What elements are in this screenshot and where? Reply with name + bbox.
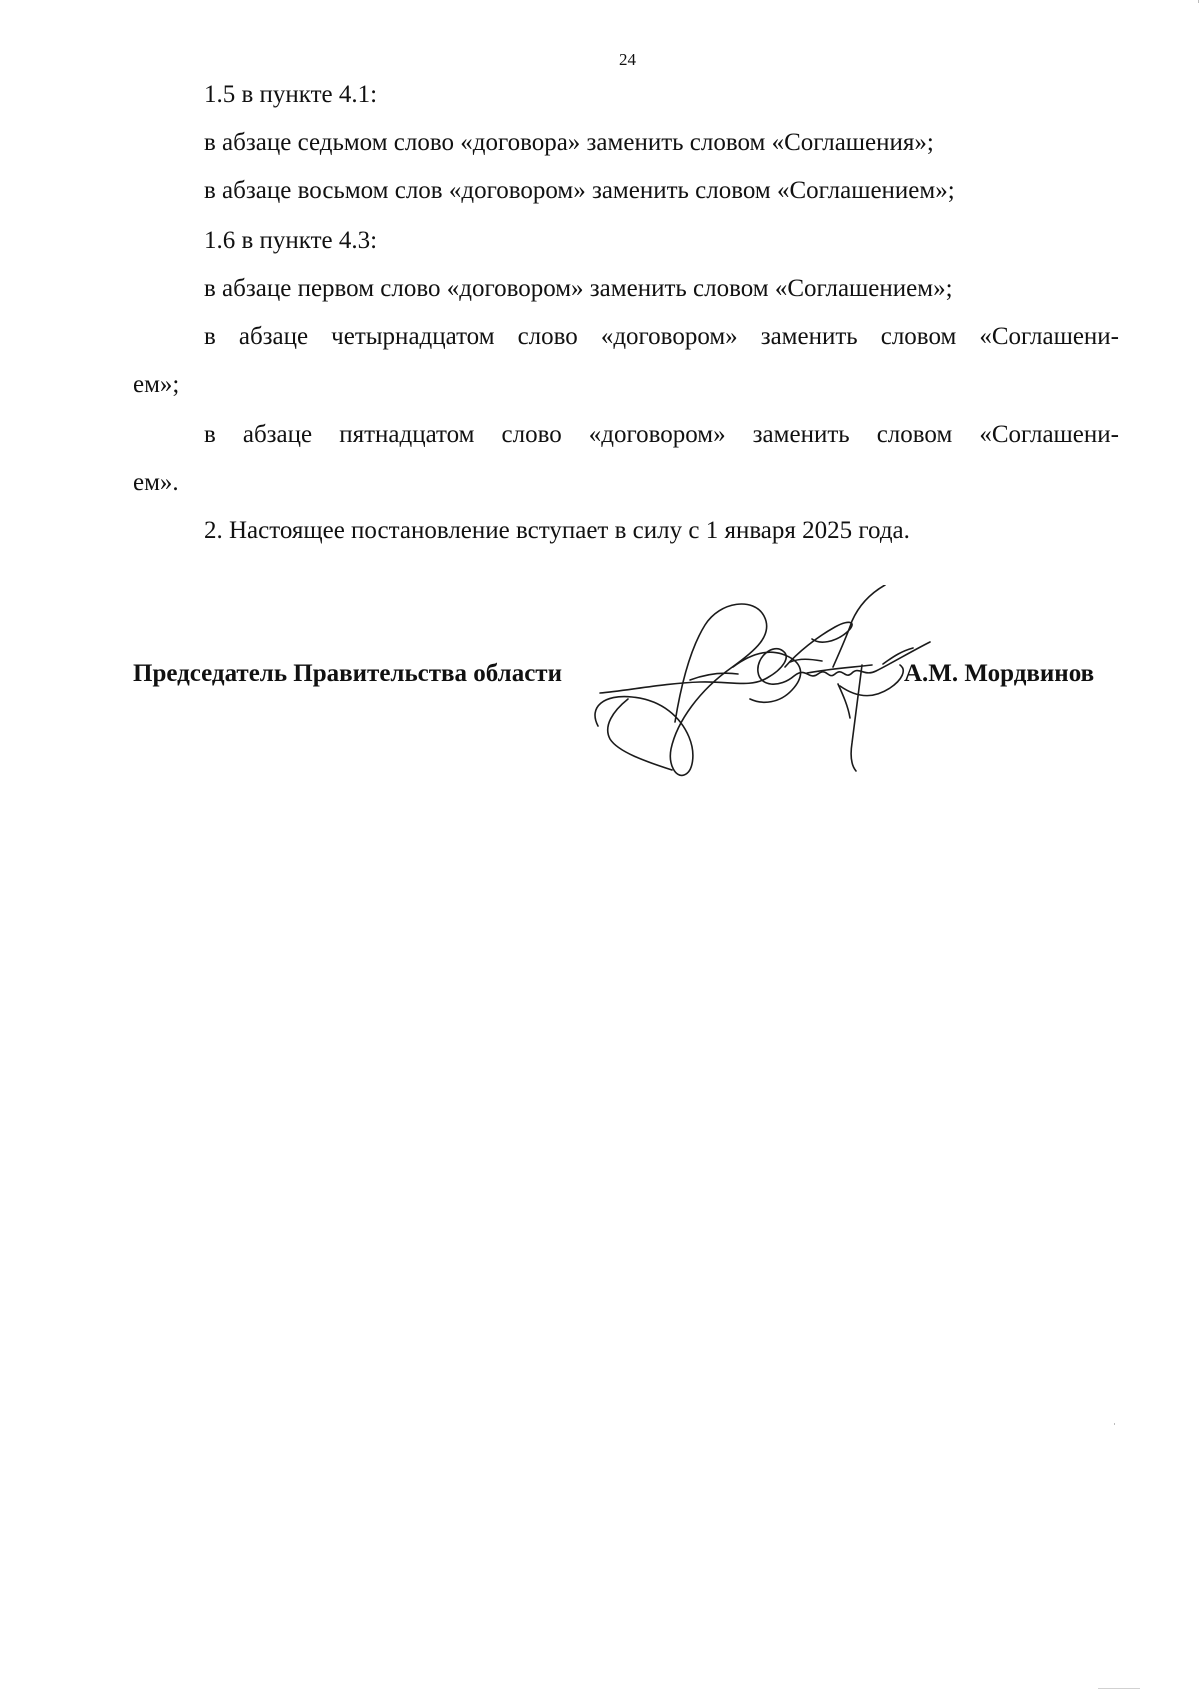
signatory-name: А.М. Мордвинов [904,660,1095,687]
paragraph-effective-date: 2. Настоящее постановление вступает в силу с 1 января 2025 года. [204,517,910,544]
handwritten-signature [580,585,940,780]
paragraph-1-6-heading: 1.6 в пункте 4.3: [204,227,378,254]
paragraph-fifteenth-abzac-line-2: ем». [133,469,179,496]
paragraph-fourteenth-abzac-line-1: в абзаце четырнадцатом слово «договором» заменить словом «Соглашени- [204,323,1119,350]
signatory-title: Председатель Правительства области [133,660,562,687]
scan-artifact [1098,1688,1140,1689]
paragraph-1-5-heading: 1.5 в пункте 4.1: [204,81,378,108]
paragraph-fifteenth-abzac-line-1: в абзаце пятнадцатом слово «договором» заменить словом «Соглашени- [204,421,1119,448]
paragraph-eighth-abzac: в абзаце восьмом слов «договором» заменить словом «Соглашением»; [204,177,955,204]
paragraph-fourteenth-abzac-line-2: ем»; [133,371,180,398]
page-number: 24 [619,50,636,69]
scan-artifact [1114,1423,1115,1425]
scan-artifact [1198,0,1199,3]
paragraph-seventh-abzac: в абзаце седьмом слово «договора» заменить словом «Соглашения»; [204,129,934,156]
paragraph-first-abzac: в абзаце первом слово «договором» заменить словом «Соглашением»; [204,275,953,302]
